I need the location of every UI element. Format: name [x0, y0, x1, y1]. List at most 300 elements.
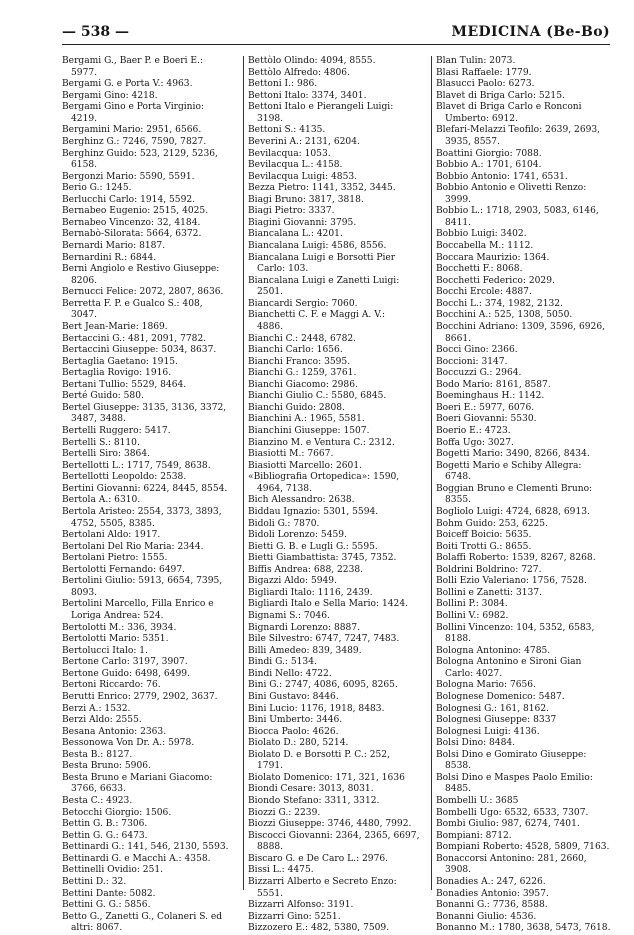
index-entry	[62, 149, 240, 172]
index-entry	[436, 588, 610, 600]
index-entry	[436, 322, 610, 345]
index-entry	[62, 137, 240, 149]
index-entry	[248, 854, 428, 866]
entry-text: Boiceff Boicio: 5635.	[436, 530, 532, 541]
index-entry	[62, 206, 240, 218]
index-entry	[436, 276, 610, 288]
entry-text: Biolato D. e Borsotti P. C.: 252,	[248, 749, 390, 760]
entry-text: Bertellotti L.: 1717, 7549, 8638.	[62, 460, 211, 471]
entry-text: Bertone Carlo: 3197, 3907.	[62, 657, 188, 668]
entry-continuation: 3198.	[257, 113, 284, 124]
entry-continuation: Umberto: 6912.	[445, 113, 518, 124]
index-entry	[62, 334, 240, 346]
index-entry	[248, 414, 428, 426]
entry-continuation: 3935, 8557.	[445, 136, 500, 147]
entry-text: Boattini Giorgio: 7088.	[436, 148, 542, 159]
entry-text: Biolato Domenico: 171, 321, 1636	[248, 772, 405, 783]
entry-text: Betocchi Giorgio: 1506.	[62, 807, 172, 818]
entry-text: Bolsi Dino: 8484.	[436, 738, 516, 749]
entry-text: Bessonowa Von Dr. A.: 5978.	[62, 738, 195, 749]
index-entry	[248, 380, 428, 392]
entry-text: Bianchi Guido: 2808.	[248, 402, 345, 413]
entry-text: Bernabeo Eugenio: 2515, 4025.	[62, 206, 209, 217]
index-entry	[436, 357, 610, 369]
page-number: — 538 —	[62, 24, 129, 40]
entry-text: Blan Tulin: 2073.	[436, 56, 516, 66]
entry-continuation: 3047.	[71, 310, 98, 321]
index-entry	[248, 276, 428, 299]
index-entry	[62, 125, 240, 137]
entry-continuation: Carlo: 4027.	[445, 668, 503, 679]
index-entry	[436, 704, 610, 716]
entry-text: Bertelli S.: 8110.	[62, 437, 140, 448]
index-entry	[436, 553, 610, 565]
entry-text: Bile Silvestro: 6747, 7247, 7483.	[248, 634, 400, 645]
index-entry	[248, 599, 428, 611]
entry-text: Bologna Antonino e Sironi Gian	[436, 657, 582, 668]
entry-text: Bernabò-Silorata: 5664, 6372.	[62, 229, 202, 240]
entry-text: Bignardi Lorenzo: 8887.	[248, 622, 361, 633]
entry-continuation: 3999.	[445, 194, 472, 205]
index-entry	[62, 345, 240, 357]
index-entry	[436, 912, 610, 924]
entry-text: Bizzarri Alfonso: 3191.	[248, 900, 354, 911]
entry-text: Bertolini Giulio: 5913, 6654, 7395,	[62, 576, 223, 587]
entry-text: Bietti Giambattista: 3745, 7352.	[248, 553, 397, 564]
index-entry	[248, 819, 428, 831]
index-entry	[248, 56, 428, 68]
entry-text: Bertolucci Italo: 1.	[62, 645, 148, 656]
index-entry	[62, 530, 240, 542]
index-entry	[248, 102, 428, 125]
index-entry	[248, 784, 428, 796]
index-entry	[62, 287, 240, 299]
index-entry	[248, 657, 428, 669]
entry-continuation: Loriga Andrea: 524.	[71, 611, 164, 621]
entry-text: Biondo Stefano: 3311, 3312.	[248, 796, 380, 806]
entry-text: «Bibliografia Ortopedica»: 1590,	[248, 472, 400, 483]
entry-text: Bobbio Luigi: 3402.	[436, 229, 527, 240]
entry-text: Bertelli Siro: 3864.	[62, 449, 151, 460]
entry-text: Blasi Raffaele: 1779.	[436, 67, 532, 78]
entry-text: Bertoni Riccardo: 76.	[62, 680, 161, 691]
entry-text: Besta C.: 4923.	[62, 796, 133, 806]
index-entry	[436, 426, 610, 438]
entry-text: Besana Antonio: 2363.	[62, 726, 167, 737]
index-entry	[248, 530, 428, 542]
index-entry	[62, 761, 240, 773]
index-entry	[248, 218, 428, 230]
entry-continuation: 8888.	[257, 842, 284, 853]
entry-text: Bonadies A.: 247, 6226.	[436, 876, 546, 887]
entry-text: Blasucci Paolo: 6273.	[436, 79, 535, 90]
index-entry	[436, 102, 610, 125]
entry-text: Boccara Maurizio: 1364.	[436, 252, 550, 263]
entry-text: Bevilacqua: 1053.	[248, 148, 331, 159]
entry-text: Bertini Giovanni: 6224, 8445, 8554.	[62, 483, 228, 494]
index-entry	[248, 738, 428, 750]
index-entry	[436, 611, 610, 623]
index-entry	[248, 91, 428, 103]
index-entry	[248, 79, 428, 91]
entry-text: Biscaro G. e De Caro L.: 2976.	[248, 853, 389, 864]
index-entry	[436, 692, 610, 704]
index-entry	[62, 195, 240, 207]
entry-text: Bettoni I.: 986.	[248, 79, 318, 90]
entry-text: Biancalana Luigi e Borsotti Pier	[248, 252, 396, 263]
entry-text: Biscocci Giovanni: 2364, 2365, 6697,	[248, 830, 420, 841]
entry-text: Bobbio Antonio e Olivetti Renzo:	[436, 183, 587, 194]
entry-text: Bizzarri Gino: 5251.	[248, 911, 341, 922]
index-entry	[436, 149, 610, 161]
entry-text: Bettini D.: 32.	[62, 876, 127, 887]
index-entry	[436, 831, 610, 843]
index-entry	[248, 68, 428, 80]
entry-text: Bigliardi Italo e Sella Mario: 1424.	[248, 599, 409, 610]
index-entry	[62, 218, 240, 230]
entry-text: Bonanno M.: 1780, 3638, 5473, 7618.	[436, 923, 611, 934]
index-entry	[62, 229, 240, 241]
index-entry	[436, 229, 610, 241]
entry-text: Bietti G. B. e Lugli G.: 5595.	[248, 541, 378, 552]
entry-text: Bindi Nello: 4722.	[248, 668, 332, 679]
entry-text: Biancalana Luigi e Zanetti Luigi:	[248, 275, 400, 286]
index-entry	[436, 172, 610, 184]
index-entry	[62, 438, 240, 450]
index-entry	[62, 264, 240, 287]
entry-text: Bompiani: 8712.	[436, 830, 512, 841]
entry-text: Bianchi Franco: 3595.	[248, 356, 351, 367]
entry-text: Bertolini Marcello, Filla Enrico e	[62, 599, 214, 610]
index-entry	[62, 657, 240, 669]
index-entry	[248, 357, 428, 369]
index-entry	[62, 79, 240, 91]
entry-text: Boggian Bruno e Clementi Bruno:	[436, 483, 593, 494]
index-entry	[248, 183, 428, 195]
index-entry	[436, 183, 610, 206]
index-entry	[62, 669, 240, 681]
index-entry	[248, 588, 428, 600]
entry-text: Berghinz Guido: 523, 2129, 5236,	[62, 148, 218, 159]
entry-text: Biagi Pietro: 3337.	[248, 206, 335, 217]
index-entry	[248, 900, 428, 912]
entry-continuation: 2501.	[257, 287, 284, 298]
index-entry	[62, 646, 240, 658]
entry-text: Bettini G. G.: 5856.	[62, 900, 151, 911]
entry-text: Berio G.: 1245.	[62, 183, 132, 194]
entry-text: Biffis Andrea: 688, 2238.	[248, 564, 364, 575]
index-entry	[436, 391, 610, 403]
index-entry	[436, 206, 610, 229]
entry-text: Bettoni Italo: 3374, 3401.	[248, 90, 367, 101]
index-entry	[248, 403, 428, 415]
index-entry	[436, 715, 610, 727]
entry-text: Bindi G.: 5134.	[248, 657, 317, 668]
index-entry	[248, 542, 428, 554]
index-entry	[436, 287, 610, 299]
entry-text: Billi Amedeo: 839, 3489.	[248, 645, 362, 656]
entry-text: Bertolotti Mario: 5351.	[62, 634, 169, 645]
index-entry	[436, 310, 610, 322]
index-entry	[62, 403, 240, 426]
entry-text: Bertaglia Gaetano: 1915.	[62, 356, 178, 367]
index-entry	[62, 391, 240, 403]
entry-text: Bernardi Mario: 8187.	[62, 241, 166, 251]
entry-text: Berzi A.: 1532.	[62, 703, 131, 714]
index-entry	[62, 842, 240, 854]
index-entry	[62, 565, 240, 577]
entry-text: Bobbio L.: 1718, 2903, 5083, 6146,	[436, 206, 599, 217]
index-entry	[248, 195, 428, 207]
index-entry	[62, 854, 240, 866]
entry-continuation: 8661.	[445, 333, 472, 344]
entry-text: Bonanni Giulio: 4536.	[436, 911, 537, 922]
index-entry	[62, 322, 240, 334]
index-entry	[436, 565, 610, 577]
index-entry	[248, 796, 428, 808]
entry-text: Berlucchi Carlo: 1914, 5592.	[62, 194, 196, 205]
index-entry	[248, 391, 428, 403]
index-entry	[248, 634, 428, 646]
index-entry	[248, 472, 428, 495]
entry-text: Bertaccini Giuseppe: 5034, 8637.	[62, 345, 217, 356]
entry-text: Bini Umberto: 3446.	[248, 715, 343, 726]
index-entry	[436, 599, 610, 611]
index-entry	[248, 773, 428, 785]
entry-continuation: 8355.	[445, 495, 472, 506]
index-entry	[436, 160, 610, 172]
entry-text: Bocci Gino: 2366.	[436, 345, 518, 356]
entry-continuation: 3908.	[445, 865, 472, 876]
entry-continuation: 4219.	[71, 113, 98, 124]
entry-continuation: 4752, 5505, 8385.	[71, 518, 155, 529]
index-entry	[248, 519, 428, 531]
entry-text: Bernardini R.: 6844.	[62, 252, 157, 263]
entry-text: Bogetti Mario e Schiby Allegra:	[436, 460, 582, 471]
index-entry	[248, 576, 428, 588]
entry-text: Bonanni G.: 7736, 8588.	[436, 900, 548, 911]
entry-text: Biagini Giovanni: 3795.	[248, 217, 357, 228]
index-entry	[436, 368, 610, 380]
entry-text: Bertola A.: 6310.	[62, 495, 141, 506]
entry-text: Bonaccorsi Antonino: 281, 2660,	[436, 853, 587, 864]
entry-text: Bertellotti Leopoldo: 2538.	[62, 472, 187, 483]
entry-text: Bigliardi Italo: 1116, 2439.	[248, 587, 373, 598]
index-entry	[248, 461, 428, 473]
index-entry	[62, 623, 240, 635]
column-divider	[431, 56, 432, 890]
index-entry	[62, 426, 240, 438]
index-entry	[62, 692, 240, 704]
entry-text: Bolognesi Giuseppe: 8337	[436, 715, 557, 726]
index-entry	[436, 484, 610, 507]
running-title: MEDICINA (Be-Bo)	[451, 24, 610, 40]
index-entry	[436, 91, 610, 103]
index-entry	[62, 241, 240, 253]
index-entry	[436, 773, 610, 796]
index-entry	[248, 507, 428, 519]
entry-text: Bolognesi Luigi: 4136.	[436, 726, 540, 737]
index-entry	[62, 796, 240, 808]
entry-text: Bianchi Giacomo: 2986.	[248, 379, 358, 390]
entry-text: Boerio E.: 4723.	[436, 426, 511, 436]
entry-text: Bevilacqua Luigi: 4853.	[248, 171, 358, 182]
index-entry	[436, 796, 610, 808]
entry-text: Bobbio Antonio: 1741, 6531.	[436, 171, 568, 182]
entry-text: Boccioni: 3147.	[436, 356, 508, 367]
index-entry	[436, 449, 610, 461]
entry-text: Bertolani Del Rio Maria: 2344.	[62, 541, 204, 552]
index-entry	[248, 125, 428, 137]
index-entry	[436, 576, 610, 588]
entry-text: Berutti Enrico: 2779, 2902, 3637.	[62, 691, 218, 702]
entry-text: Blavet di Briga Carlo: 5215.	[436, 90, 565, 101]
entry-text: Boccuzzi G.: 2964.	[436, 368, 522, 379]
entry-continuation: 4964, 7138.	[257, 483, 312, 494]
entry-text: Biocca Paolo: 4626.	[248, 726, 339, 737]
index-entry	[436, 877, 610, 889]
index-entry	[62, 680, 240, 692]
entry-text: Bich Alessandro: 2638.	[248, 495, 355, 506]
entry-text: Berté Guido: 580.	[62, 391, 144, 402]
entry-text: Bocchi Ercole: 4887.	[436, 287, 532, 298]
index-entry	[248, 923, 428, 935]
index-entry	[62, 865, 240, 877]
entry-text: Bolognesi G.: 161, 8162.	[436, 703, 550, 714]
index-entry	[436, 727, 610, 739]
entry-text: Bezza Pietro: 1141, 3352, 3445.	[248, 183, 396, 194]
index-entry	[436, 900, 610, 912]
entry-text: Bettòlo Alfredo: 4806.	[248, 67, 350, 78]
index-entry	[436, 808, 610, 820]
entry-text: Bizzarri Alberto e Secreto Enzo:	[248, 876, 397, 887]
entry-text: Boccabella M.: 1112.	[436, 241, 534, 251]
entry-text: Bergami G. e Porta V.: 4963.	[62, 79, 193, 90]
index-entry	[248, 750, 428, 773]
index-entry	[62, 507, 240, 530]
index-entry	[62, 299, 240, 322]
entry-text: Bertaccini G.: 481, 2091, 7782.	[62, 333, 207, 344]
index-entry	[248, 438, 428, 450]
index-entry	[248, 299, 428, 311]
entry-text: Bizzozero E.: 482, 5380, 7509.	[248, 923, 390, 934]
index-entry	[248, 831, 428, 854]
entry-text: Bollini e Zanetti: 3137.	[436, 587, 542, 598]
index-entry	[436, 854, 610, 877]
index-entry	[62, 889, 240, 901]
entry-text: Bollini P.: 3084.	[436, 599, 508, 610]
index-entry	[248, 334, 428, 346]
index-entry	[62, 56, 240, 79]
entry-text: Bombelli Ugo: 6532, 6533, 7307.	[436, 807, 589, 818]
entry-text: Bertel Giuseppe: 3135, 3136, 3372,	[62, 402, 227, 413]
entry-text: Bogetti Mario: 3490, 8266, 8434.	[436, 449, 590, 460]
entry-text: Berretta F. P. e Gualco S.: 408,	[62, 298, 203, 309]
index-entry	[62, 727, 240, 739]
entry-text: Boeminghaus H.: 1142.	[436, 391, 545, 402]
entry-text: Bianchi G.: 1259, 3761.	[248, 368, 357, 379]
entry-text: Bergami Gino e Porta Virginio:	[62, 102, 204, 113]
entry-text: Bocchetti Federico: 2029.	[436, 275, 555, 286]
entry-continuation: 8538.	[445, 761, 472, 772]
entry-text: Bianchi Giulio C.: 5580, 6845.	[248, 391, 387, 402]
entry-text: Bollini Vincenzo: 104, 5352, 6583,	[436, 622, 595, 633]
index-entry	[62, 183, 240, 195]
index-entry	[62, 91, 240, 103]
index-entry	[248, 426, 428, 438]
entry-text: Bertelli Ruggero: 5417.	[62, 426, 171, 436]
index-entry	[436, 842, 610, 854]
entry-text: Bergami Gino: 4218.	[62, 90, 158, 101]
index-entry	[248, 345, 428, 357]
index-entry	[436, 923, 610, 935]
index-entry	[62, 704, 240, 716]
index-entry	[436, 507, 610, 519]
entry-continuation: 3487, 3488.	[71, 414, 126, 425]
entry-text: Betto G., Zanetti G., Colaneri S. ed	[62, 911, 223, 922]
entry-text: Biagi Bruno: 3817, 3818.	[248, 194, 364, 205]
index-entry	[248, 172, 428, 184]
entry-text: Bidoli Lorenzo: 5459.	[248, 530, 347, 541]
entry-text: Bianchetti C. F. e Maggi A. V.:	[248, 310, 386, 321]
index-entry	[248, 611, 428, 623]
entry-text: Bertolani Pietro: 1555.	[62, 553, 168, 564]
index-entry	[62, 172, 240, 184]
index-entry	[436, 253, 610, 265]
entry-text: Bocchetti F.: 8068.	[436, 264, 523, 275]
index-entry	[436, 750, 610, 773]
index-entry	[248, 808, 428, 820]
entry-text: Bert Jean-Marie: 1869.	[62, 321, 168, 332]
index-entry	[62, 368, 240, 380]
index-entry	[248, 368, 428, 380]
entry-text: Bolognese Domenico: 5487.	[436, 691, 565, 702]
entry-text: Bidoli G.: 7870.	[248, 518, 320, 529]
index-entry	[248, 229, 428, 241]
entry-continuation: 8188.	[445, 634, 472, 645]
index-entry	[248, 149, 428, 161]
entry-text: Bianchini Giuseppe: 1507.	[248, 426, 370, 436]
entry-text: Bollini V.: 6982.	[436, 611, 509, 621]
index-entry	[62, 472, 240, 484]
index-entry	[436, 264, 610, 276]
entry-text: Besta Bruno e Mariani Giacomo:	[62, 772, 213, 783]
index-entry	[436, 241, 610, 253]
index-entry	[62, 495, 240, 507]
column-divider	[243, 56, 244, 890]
index-entry	[62, 357, 240, 369]
index-entry	[62, 750, 240, 762]
entry-text: Bini Gustavo: 8446.	[248, 691, 339, 702]
entry-text: Bini G.: 2747, 4086, 6095, 8265.	[248, 680, 398, 691]
entry-text: Bodo Mario: 8161, 8587.	[436, 379, 551, 390]
index-entry	[248, 912, 428, 924]
index-entry	[248, 565, 428, 577]
index-entry	[248, 727, 428, 739]
entry-text: Boeri Giovanni: 5530.	[436, 414, 537, 425]
index-entry	[436, 519, 610, 531]
index-entry	[62, 912, 240, 935]
entry-text: Bettoni S.: 4135.	[248, 125, 326, 136]
entry-text: Bevilacqua L.: 4158.	[248, 160, 343, 171]
entry-text: Biancardi Sergio: 7060.	[248, 298, 358, 309]
index-entry	[248, 646, 428, 658]
entry-continuation: 6158.	[71, 160, 98, 171]
entry-text: Bignami S.: 7046.	[248, 611, 330, 621]
entry-continuation: 5551.	[257, 888, 284, 899]
entry-text: Bettoni Italo e Pierangeli Luigi:	[248, 102, 394, 113]
entry-text: Bocchi L.: 374, 1982, 2132.	[436, 298, 563, 309]
